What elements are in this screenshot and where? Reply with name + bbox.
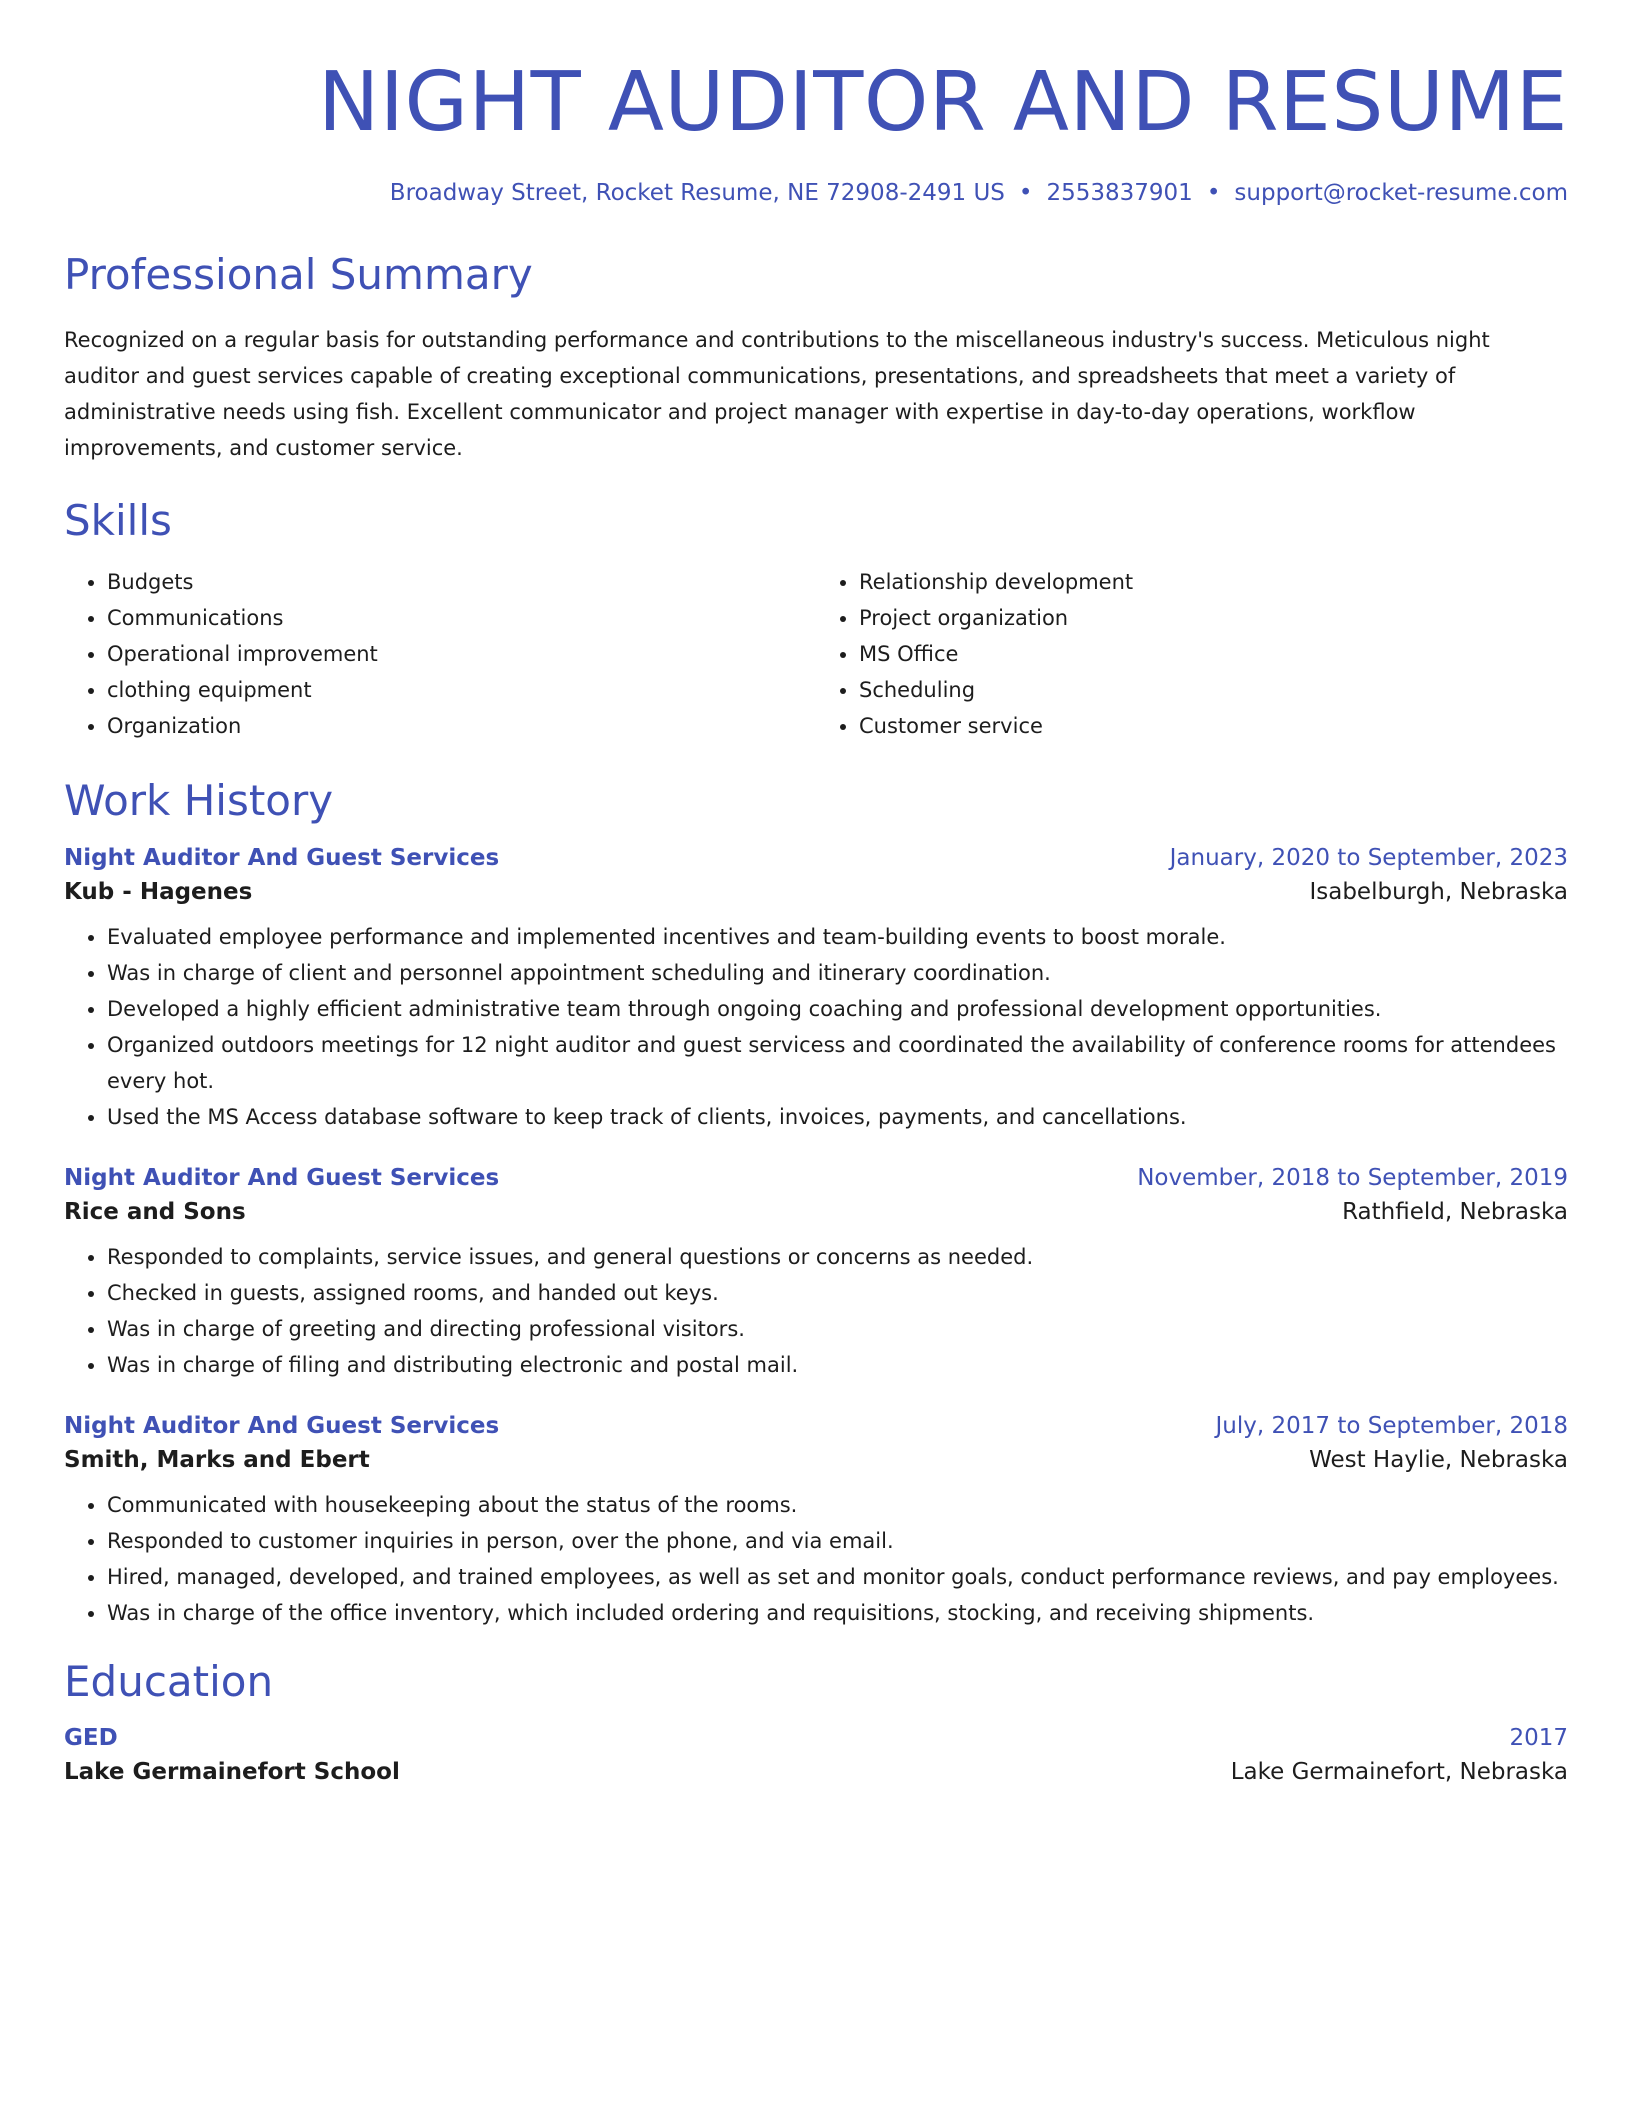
job-bullet: • Used the MS Access database software to keep track of clients, invoices, payments, and cancellations. xyxy=(107,1099,1568,1135)
skills-column-right xyxy=(816,564,1568,744)
job-title: Night Auditor And Guest Services xyxy=(64,844,500,871)
job-header-row xyxy=(64,1165,1568,1191)
education-location: Lake Germainefort, Nebraska xyxy=(1230,1758,1568,1785)
education-heading: Education xyxy=(64,1656,274,1706)
job-bullet: • Was in charge of greeting and directing professional visitors. xyxy=(107,1311,1568,1347)
job-location: West Haylie, Nebraska xyxy=(1309,1446,1568,1473)
job-bullet: • Responded to customer inquiries in person, over the phone, and via email. xyxy=(107,1523,1568,1559)
job-bullets xyxy=(64,1487,1568,1631)
job-employer-row xyxy=(64,1199,1568,1225)
job-bullet: • Evaluated employee performance and implemented incentives and team-building events to boost morale. xyxy=(107,919,1568,955)
job-dates: January, 2020 to September, 2023 xyxy=(1169,844,1568,871)
work-history-heading: Work History xyxy=(64,776,334,826)
contact-separator: • xyxy=(1018,180,1033,206)
job-bullet: • Organized outdoors meetings for 12 night auditor and guest servicess and coordinated the availability of conference rooms for attendees every hot. xyxy=(107,1027,1568,1099)
job-bullet: • Responded to complaints, service issues, and general questions or concerns as needed. xyxy=(107,1239,1568,1275)
job-bullet: • Was in charge of filing and distributing electronic and postal mail. xyxy=(107,1347,1568,1383)
contact-email[interactable]: support@rocket-resume.com xyxy=(1234,180,1568,206)
skill-item: • Budgets xyxy=(107,564,816,600)
skills-column-left xyxy=(64,564,816,744)
job-company: Rice and Sons xyxy=(64,1198,246,1225)
job-header-row xyxy=(64,845,1568,871)
job-bullet: • Checked in guests, assigned rooms, and handed out keys. xyxy=(107,1275,1568,1311)
contact-line xyxy=(64,180,1568,206)
skill-item: • Scheduling xyxy=(859,672,1568,708)
job-entry xyxy=(64,1165,1568,1383)
job-bullets xyxy=(64,919,1568,1135)
skills-heading: Skills xyxy=(64,496,172,546)
contact-address: Broadway Street, Rocket Resume, NE 72908-2491 US xyxy=(389,180,1005,206)
education-school: Lake Germainefort School xyxy=(64,1758,400,1785)
job-title: Night Auditor And Guest Services xyxy=(64,1412,500,1439)
education-degree: GED xyxy=(64,1724,118,1751)
job-location: Isabelburgh, Nebraska xyxy=(1309,878,1568,905)
job-bullet: • Was in charge of the office inventory, which included ordering and requisitions, stocking, and receiving shipments. xyxy=(107,1595,1568,1631)
job-entry xyxy=(64,845,1568,1135)
job-bullet: • Was in charge of client and personnel appointment scheduling and itinerary coordination. xyxy=(107,955,1568,991)
skills-list xyxy=(64,564,1568,744)
skill-item: • Communications xyxy=(107,600,816,636)
job-company: Kub - Hagenes xyxy=(64,878,253,905)
skill-item: • Relationship development xyxy=(859,564,1568,600)
job-bullets xyxy=(64,1239,1568,1383)
summary-heading: Professional Summary xyxy=(64,250,533,299)
contact-separator: • xyxy=(1206,180,1221,206)
job-title: Night Auditor And Guest Services xyxy=(64,1164,500,1191)
skill-item: • Customer service xyxy=(859,708,1568,744)
skill-item: • Operational improvement xyxy=(107,636,816,672)
job-employer-row xyxy=(64,879,1568,905)
skill-item: • Project organization xyxy=(859,600,1568,636)
education-header-row xyxy=(64,1725,1568,1751)
job-entry xyxy=(64,1413,1568,1631)
job-employer-row xyxy=(64,1447,1568,1473)
education-school-row xyxy=(64,1759,1568,1785)
job-dates: July, 2017 to September, 2018 xyxy=(1215,1412,1568,1439)
skill-item: • clothing equipment xyxy=(107,672,816,708)
contact-phone: 2553837901 xyxy=(1046,180,1193,206)
job-location: Rathfield, Nebraska xyxy=(1342,1198,1568,1225)
summary-text: Recognized on a regular basis for outstanding performance and contributions to the miscellaneous industry's success. Meticulous night auditor and guest services capable of creating exceptional communications, presentations, and spreadsheets that meet a variety of administrative needs using fish. Excellent communicator and project manager with expertise in day-to-day operations, workflow improvements, and customer service. xyxy=(64,328,1490,461)
job-bullet: • Hired, managed, developed, and trained employees, as well as set and monitor goals, conduct performance reviews, and pay employees. xyxy=(107,1559,1568,1595)
skill-item: • Organization xyxy=(107,708,816,744)
job-company: Smith, Marks and Ebert xyxy=(64,1446,370,1473)
education-year: 2017 xyxy=(1509,1724,1568,1751)
job-dates: November, 2018 to September, 2019 xyxy=(1137,1164,1568,1191)
education-entry xyxy=(64,1725,1568,1785)
resume-name: NIGHT AUDITOR AND RESUME xyxy=(317,55,1568,150)
job-header-row xyxy=(64,1413,1568,1439)
job-bullet: • Developed a highly efficient administrative team through ongoing coaching and professional development opportunities. xyxy=(107,991,1568,1027)
skill-item: • MS Office xyxy=(859,636,1568,672)
job-bullet: • Communicated with housekeeping about the status of the rooms. xyxy=(107,1487,1568,1523)
